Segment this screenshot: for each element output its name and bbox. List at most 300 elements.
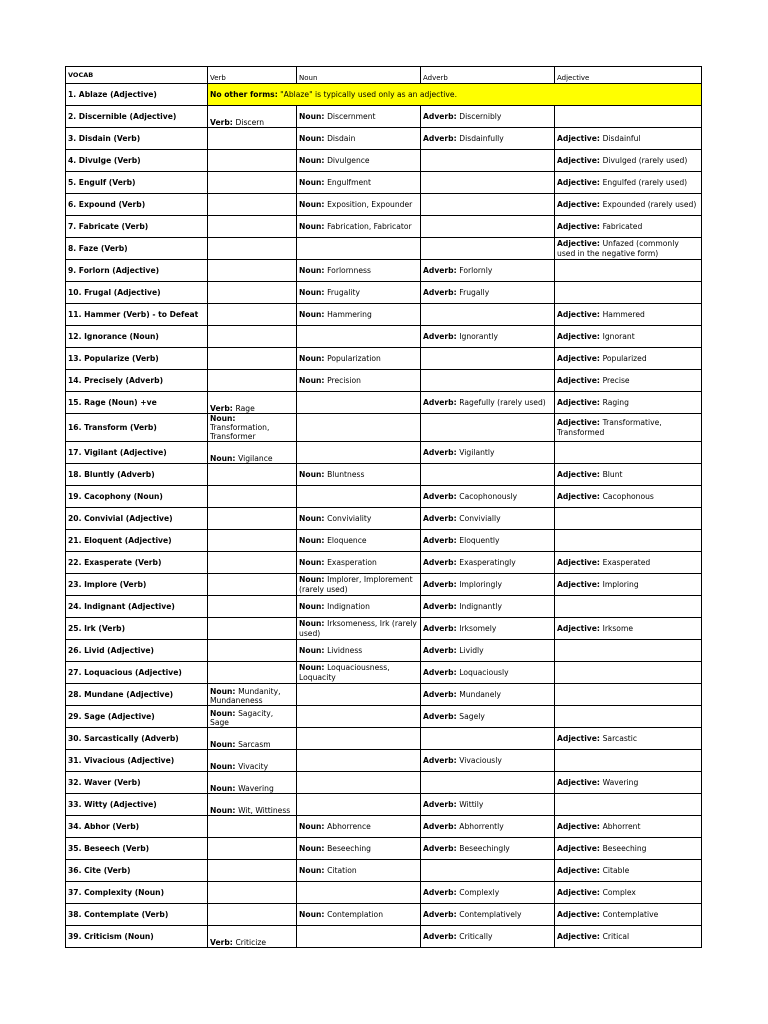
adjective-cell (555, 106, 702, 128)
adverb-cell (421, 194, 555, 216)
noun-cell-value: Exasperation (327, 557, 377, 567)
adjective-cell (555, 326, 702, 348)
adjective-cell-value: Irksome (602, 623, 634, 633)
adjective-cell-value: Citable (602, 865, 630, 875)
adverb-cell-label: Adverb: (423, 287, 460, 297)
table-row (66, 640, 702, 662)
verb-cell (208, 326, 297, 348)
vocab-cell: 29. Sage (Adjective) (66, 706, 208, 728)
verb-cell (208, 772, 297, 794)
verb-cell-label: Verb: (210, 118, 236, 127)
header-adjective: Adjective (555, 67, 702, 84)
noun-cell (297, 260, 421, 282)
table-row (66, 392, 702, 414)
verb-cell (208, 618, 297, 640)
noun-cell (297, 728, 421, 750)
adverb-cell (421, 860, 555, 882)
adverb-cell-value: Beseechingly (459, 843, 510, 853)
vocab-cell: 31. Vivacious (Adjective) (66, 750, 208, 772)
noun-cell (297, 684, 421, 706)
table-row (66, 106, 702, 128)
adverb-cell-value: Exasperatingly (459, 557, 516, 567)
table-row (66, 552, 702, 574)
vocab-cell: 21. Eloquent (Adjective) (66, 530, 208, 552)
table-row (66, 282, 702, 304)
adjective-cell (555, 926, 702, 948)
verb-cell (208, 838, 297, 860)
adverb-cell-value: Lividly (459, 645, 484, 655)
adjective-cell (555, 238, 702, 260)
table-row (66, 574, 702, 596)
vocab-cell: 28. Mundane (Adjective) (66, 684, 208, 706)
adverb-cell (421, 392, 555, 414)
adjective-cell-value: Engulfed (rarely used) (602, 177, 688, 187)
noun-cell (297, 172, 421, 194)
adverb-cell-label: Adverb: (423, 711, 460, 721)
adjective-cell (555, 728, 702, 750)
verb-cell (208, 414, 297, 442)
noun-cell-label: Noun: (299, 375, 328, 385)
adverb-cell-value: Complexly (459, 887, 500, 897)
adjective-cell-label: Adjective: (557, 557, 603, 567)
adjective-cell (555, 882, 702, 904)
table-row (66, 530, 702, 552)
noun-cell (297, 282, 421, 304)
adjective-cell-label: Adjective: (557, 865, 603, 875)
noun-cell-value: Disdain (327, 133, 356, 143)
noun-cell-label: Noun: (299, 574, 328, 584)
verb-cell (208, 260, 297, 282)
adverb-cell (421, 464, 555, 486)
verb-cell (208, 172, 297, 194)
verb-cell (208, 486, 297, 508)
adjective-cell-value: Wavering (602, 777, 639, 787)
verb-cell (208, 106, 297, 128)
adverb-cell (421, 348, 555, 370)
vocab-cell: 37. Complexity (Noun) (66, 882, 208, 904)
adjective-cell (555, 172, 702, 194)
table-row (66, 750, 702, 772)
table-row (66, 662, 702, 684)
table-row (66, 414, 702, 442)
table-row (66, 370, 702, 392)
adverb-cell (421, 838, 555, 860)
adjective-cell-value: Fabricated (602, 221, 643, 231)
noun-cell-label: Noun: (299, 535, 328, 545)
table-row (66, 772, 702, 794)
adjective-cell-label: Adjective: (557, 909, 603, 919)
vocab-cell: 12. Ignorance (Noun) (66, 326, 208, 348)
adverb-cell-value: Forlornly (459, 265, 493, 275)
adjective-cell-label: Adjective: (557, 733, 603, 743)
verb-cell (208, 728, 297, 750)
vocab-cell: 7. Fabricate (Verb) (66, 216, 208, 238)
verb-cell-label: Verb: (210, 404, 236, 413)
noun-cell (297, 238, 421, 260)
noun-cell-value: Citation (327, 865, 357, 875)
adjective-cell-value: Disdainful (602, 133, 641, 143)
verb-cell-label: Noun: (210, 414, 236, 423)
adverb-cell-label: Adverb: (423, 931, 460, 941)
adjective-cell-label: Adjective: (557, 177, 603, 187)
vocab-cell: 8. Faze (Verb) (66, 238, 208, 260)
verb-cell-label: Noun: (210, 687, 239, 696)
adjective-cell (555, 442, 702, 464)
adjective-cell (555, 596, 702, 618)
table-row (66, 904, 702, 926)
vocab-table (65, 66, 702, 948)
noun-cell (297, 442, 421, 464)
adjective-cell-label: Adjective: (557, 843, 603, 853)
table-row (66, 618, 702, 640)
vocab-cell: 3. Disdain (Verb) (66, 128, 208, 150)
vocab-cell: 22. Exasperate (Verb) (66, 552, 208, 574)
vocab-cell: 38. Contemplate (Verb) (66, 904, 208, 926)
adjective-cell-label: Adjective: (557, 133, 603, 143)
verb-cell-label: Noun: (210, 784, 239, 793)
noun-cell-label: Noun: (299, 513, 328, 523)
adverb-cell-value: Irksomely (459, 623, 497, 633)
noun-cell-value: Forlornness (327, 265, 371, 275)
adjective-cell (555, 750, 702, 772)
vocab-cell: 30. Sarcastically (Adverb) (66, 728, 208, 750)
noun-cell (297, 882, 421, 904)
adverb-cell-value: Discernibly (459, 111, 502, 121)
noun-cell-label: Noun: (299, 265, 328, 275)
noun-cell-value: Precision (327, 375, 361, 385)
adjective-cell-value: Imploring (602, 579, 639, 589)
adjective-cell-label: Adjective: (557, 199, 603, 209)
verb-cell (208, 442, 297, 464)
verb-cell (208, 238, 297, 260)
header-vocab: VOCAB (66, 67, 208, 84)
vocab-cell: 16. Transform (Verb) (66, 414, 208, 442)
adjective-cell-value: Popularized (602, 353, 647, 363)
table-row (66, 816, 702, 838)
noun-cell-value: Conviviality (327, 513, 372, 523)
verb-cell (208, 552, 297, 574)
adverb-cell-label: Adverb: (423, 601, 460, 611)
adjective-cell (555, 370, 702, 392)
verb-cell-value: Vigilance (238, 454, 273, 463)
adjective-cell-label: Adjective: (557, 417, 603, 427)
verb-cell (208, 574, 297, 596)
adjective-cell (555, 530, 702, 552)
table-row (66, 260, 702, 282)
header-adverb: Adverb (421, 67, 555, 84)
noun-cell-label: Noun: (299, 557, 328, 567)
verb-cell (208, 282, 297, 304)
table-row (66, 442, 702, 464)
noun-cell-value: Bluntness (327, 469, 365, 479)
adverb-cell-label: Adverb: (423, 265, 460, 275)
adverb-cell-value: Disdainfully (459, 133, 504, 143)
vocab-cell: 33. Witty (Adjective) (66, 794, 208, 816)
table-row (66, 860, 702, 882)
adjective-cell (555, 150, 702, 172)
noun-cell-value: Beseeching (327, 843, 371, 853)
adverb-cell (421, 304, 555, 326)
adjective-cell (555, 662, 702, 684)
adverb-cell (421, 326, 555, 348)
adverb-cell-label: Adverb: (423, 111, 460, 121)
adverb-cell (421, 552, 555, 574)
verb-cell (208, 640, 297, 662)
adjective-cell-value: Critical (602, 931, 630, 941)
noun-cell-label: Noun: (299, 662, 328, 672)
adverb-cell-value: Sagely (459, 711, 485, 721)
vocab-cell: 36. Cite (Verb) (66, 860, 208, 882)
verb-cell (208, 816, 297, 838)
adverb-cell (421, 530, 555, 552)
adverb-cell-label: Adverb: (423, 821, 460, 831)
adverb-cell-value: Contemplatively (459, 909, 522, 919)
adjective-cell (555, 392, 702, 414)
adjective-cell-label: Adjective: (557, 375, 603, 385)
adjective-cell-value: Complex (602, 887, 636, 897)
vocab-cell: 34. Abhor (Verb) (66, 816, 208, 838)
noun-cell-label: Noun: (299, 843, 328, 853)
adjective-cell-value: Sarcastic (602, 733, 638, 743)
adverb-cell (421, 442, 555, 464)
adverb-cell-value: Convivially (459, 513, 501, 523)
noun-cell-label: Noun: (299, 865, 328, 875)
vocab-cell: 5. Engulf (Verb) (66, 172, 208, 194)
noun-cell (297, 794, 421, 816)
verb-cell (208, 216, 297, 238)
noun-cell (297, 194, 421, 216)
vocab-cell: 14. Precisely (Adverb) (66, 370, 208, 392)
verb-cell-label: Noun: (210, 740, 239, 749)
noun-cell-value: Eloquence (327, 535, 367, 545)
table-row (66, 684, 702, 706)
vocab-cell: 4. Divulge (Verb) (66, 150, 208, 172)
table-row (66, 882, 702, 904)
verb-cell-value: Transformation, Transformer (210, 423, 270, 441)
adverb-cell-value: Mundanely (459, 689, 502, 699)
adjective-cell-label: Adjective: (557, 623, 603, 633)
noun-cell-label: Noun: (299, 221, 328, 231)
vocab-cell: 18. Bluntly (Adverb) (66, 464, 208, 486)
adverb-cell-label: Adverb: (423, 535, 460, 545)
adverb-cell-label: Adverb: (423, 623, 460, 633)
adjective-cell-value: Cacophonous (602, 491, 654, 501)
verb-cell (208, 706, 297, 728)
noun-cell-label: Noun: (299, 155, 328, 165)
verb-cell-label: Noun: (210, 806, 239, 815)
adjective-cell-label: Adjective: (557, 821, 603, 831)
verb-cell-label: Verb: (210, 938, 236, 947)
adverb-cell (421, 618, 555, 640)
adjective-cell (555, 684, 702, 706)
adverb-cell-label: Adverb: (423, 447, 460, 457)
noun-cell (297, 304, 421, 326)
adverb-cell-value: Indignantly (459, 601, 502, 611)
adjective-cell-label: Adjective: (557, 491, 603, 501)
verb-cell-value: Wit, Wittiness (238, 806, 291, 815)
no-other-forms-note (208, 84, 702, 106)
noun-cell-value: Lividness (327, 645, 363, 655)
adverb-cell-label: Adverb: (423, 557, 460, 567)
adjective-cell (555, 574, 702, 596)
adjective-cell (555, 508, 702, 530)
adverb-cell-label: Adverb: (423, 909, 460, 919)
vocab-cell: 23. Implore (Verb) (66, 574, 208, 596)
note-label: No other forms: (210, 89, 278, 99)
adverb-cell (421, 904, 555, 926)
table-row (66, 464, 702, 486)
noun-cell-label: Noun: (299, 353, 328, 363)
adverb-cell-label: Adverb: (423, 843, 460, 853)
adjective-cell (555, 552, 702, 574)
adverb-cell-label: Adverb: (423, 667, 460, 677)
vocab-cell: 13. Popularize (Verb) (66, 348, 208, 370)
adverb-cell-value: Vigilantly (459, 447, 495, 457)
noun-cell (297, 596, 421, 618)
adverb-cell (421, 728, 555, 750)
noun-cell-value: Abhorrence (327, 821, 371, 831)
adverb-cell-label: Adverb: (423, 513, 460, 523)
noun-cell (297, 926, 421, 948)
adjective-cell (555, 618, 702, 640)
adverb-cell-label: Adverb: (423, 799, 460, 809)
table-row (66, 304, 702, 326)
noun-cell (297, 574, 421, 596)
adjective-cell-label: Adjective: (557, 931, 603, 941)
noun-cell-label: Noun: (299, 309, 328, 319)
noun-cell (297, 816, 421, 838)
adverb-cell (421, 128, 555, 150)
vocab-cell: 1. Ablaze (Adjective) (66, 84, 208, 106)
adjective-cell-value: Contemplative (602, 909, 659, 919)
noun-cell-value: Loquaciousness, Loquacity (299, 662, 390, 682)
noun-cell (297, 326, 421, 348)
noun-cell (297, 662, 421, 684)
noun-cell-value: Popularization (327, 353, 381, 363)
adverb-cell (421, 750, 555, 772)
table-row (66, 794, 702, 816)
adjective-cell (555, 282, 702, 304)
noun-cell-label: Noun: (299, 821, 328, 831)
table-row (66, 926, 702, 948)
verb-cell-value: Vivacity (238, 762, 269, 771)
verb-cell (208, 684, 297, 706)
noun-cell (297, 860, 421, 882)
adjective-cell-value: Ignorant (602, 331, 635, 341)
adverb-cell-value: Wittily (459, 799, 484, 809)
adjective-cell (555, 260, 702, 282)
noun-cell-value: Divulgence (327, 155, 370, 165)
table-row (66, 706, 702, 728)
adverb-cell-value: Abhorrently (459, 821, 504, 831)
vocab-cell: 20. Convivial (Adjective) (66, 508, 208, 530)
table-body (66, 84, 702, 948)
noun-cell (297, 706, 421, 728)
adverb-cell-label: Adverb: (423, 491, 460, 501)
noun-cell (297, 838, 421, 860)
noun-cell-value: Contemplation (327, 909, 384, 919)
adjective-cell (555, 816, 702, 838)
verb-cell (208, 392, 297, 414)
adverb-cell (421, 772, 555, 794)
adverb-cell-label: Adverb: (423, 397, 460, 407)
noun-cell (297, 618, 421, 640)
noun-cell (297, 414, 421, 442)
noun-cell-label: Noun: (299, 909, 328, 919)
verb-cell-value: Wavering (238, 784, 274, 793)
adjective-cell-value: Raging (602, 397, 629, 407)
table-row (66, 838, 702, 860)
verb-cell (208, 882, 297, 904)
table-row (66, 216, 702, 238)
adjective-cell-label: Adjective: (557, 331, 603, 341)
adverb-cell (421, 172, 555, 194)
vocab-cell: 26. Livid (Adjective) (66, 640, 208, 662)
adverb-cell (421, 640, 555, 662)
adjective-cell-label: Adjective: (557, 579, 603, 589)
adverb-cell (421, 486, 555, 508)
table-row (66, 326, 702, 348)
verb-cell (208, 794, 297, 816)
vocab-cell: 35. Beseech (Verb) (66, 838, 208, 860)
table-row (66, 508, 702, 530)
vocab-cell: 19. Cacophony (Noun) (66, 486, 208, 508)
noun-cell (297, 464, 421, 486)
adverb-cell (421, 574, 555, 596)
adjective-cell-label: Adjective: (557, 309, 603, 319)
table-row (66, 150, 702, 172)
noun-cell-value: Irksomeness, Irk (rarely used) (299, 618, 417, 638)
noun-cell-label: Noun: (299, 111, 328, 121)
noun-cell (297, 348, 421, 370)
verb-cell (208, 508, 297, 530)
adverb-cell (421, 662, 555, 684)
adverb-cell (421, 816, 555, 838)
adverb-cell-value: Vivaciously (459, 755, 502, 765)
adverb-cell-label: Adverb: (423, 331, 460, 341)
header-verb: Verb (208, 67, 297, 84)
adverb-cell (421, 596, 555, 618)
adjective-cell-value: Precise (602, 375, 630, 385)
adverb-cell (421, 882, 555, 904)
noun-cell-label: Noun: (299, 618, 328, 628)
verb-cell-label: Noun: (210, 709, 239, 718)
adjective-cell (555, 706, 702, 728)
vocab-cell: 6. Expound (Verb) (66, 194, 208, 216)
noun-cell (297, 904, 421, 926)
adverb-cell (421, 150, 555, 172)
adjective-cell-value: Divulged (rarely used) (602, 155, 688, 165)
table-row (66, 84, 702, 106)
adverb-cell (421, 216, 555, 238)
noun-cell-label: Noun: (299, 287, 328, 297)
adjective-cell (555, 194, 702, 216)
noun-cell-label: Noun: (299, 177, 328, 187)
adjective-cell-label: Adjective: (557, 469, 603, 479)
adverb-cell (421, 260, 555, 282)
noun-cell-value: Implorer, Implorement (rarely used) (299, 574, 413, 594)
noun-cell (297, 150, 421, 172)
vocab-cell: 15. Rage (Noun) +ve (66, 392, 208, 414)
adverb-cell-label: Adverb: (423, 689, 460, 699)
table-row (66, 596, 702, 618)
noun-cell (297, 772, 421, 794)
adjective-cell-label: Adjective: (557, 353, 603, 363)
table-row (66, 238, 702, 260)
adverb-cell (421, 370, 555, 392)
verb-cell (208, 904, 297, 926)
noun-cell-value: Exposition, Expounder (327, 199, 413, 209)
